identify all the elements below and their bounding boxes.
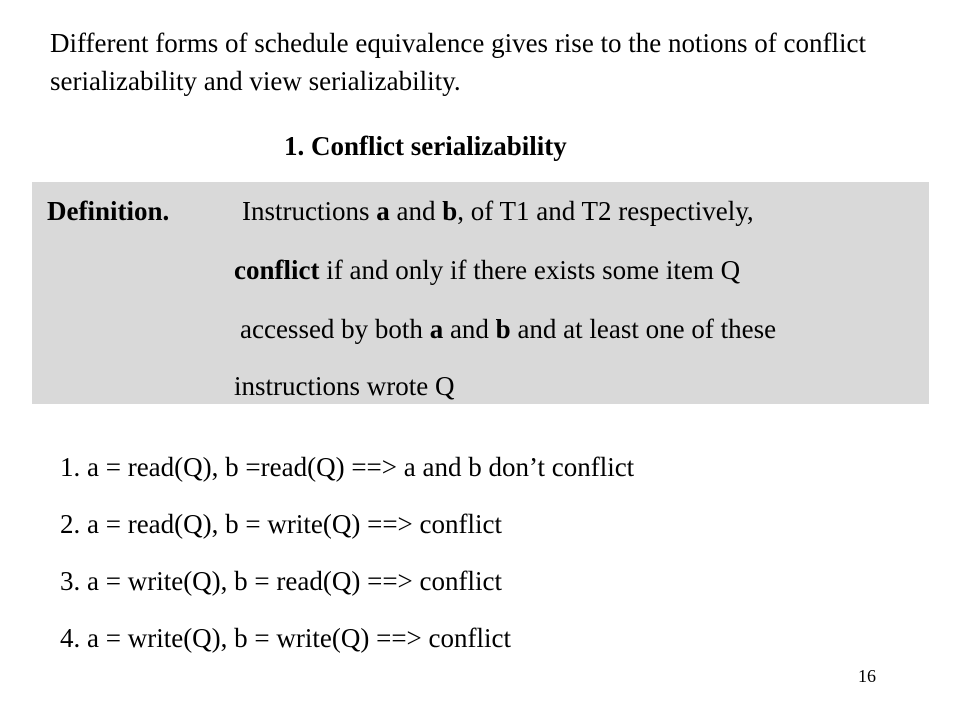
instruction-a: a [376, 196, 390, 226]
page-number: 16 [858, 666, 876, 686]
definition-line-1 [242, 192, 754, 230]
intro-paragraph: Different forms of schedule equivalence gives rise to the notions of conflict serializability and view serializability. [50, 28, 866, 96]
text-segment: and at least one of these [510, 314, 777, 344]
list-item: 2. a = read(Q), b = write(Q) ==> conflict [60, 509, 502, 539]
conflict-keyword: conflict [234, 255, 320, 285]
text-segment: and [443, 314, 496, 344]
instruction-b: b [442, 196, 458, 226]
definition-term: Definition. [47, 196, 170, 226]
definition-line-3 [240, 310, 776, 348]
conflict-cases-list [60, 448, 634, 676]
list-item: 4. a = write(Q), b = write(Q) ==> conflict [60, 623, 511, 653]
section-title: 1. Conflict serializability [284, 131, 567, 161]
list-item: 3. a = write(Q), b = read(Q) ==> conflict [60, 566, 502, 596]
definition-line-2 [234, 251, 740, 289]
instruction-b: b [495, 314, 511, 344]
definition-box [32, 182, 929, 404]
text-segment: and [389, 196, 443, 226]
text-segment: Instructions [242, 196, 377, 226]
definition-line-4: instructions wrote Q [234, 371, 455, 401]
instruction-a: a [429, 314, 444, 344]
text-segment: , of T1 and T2 respectively, [457, 196, 754, 226]
list-item: 1. a = read(Q), b =read(Q) ==> a and b don’t conflict [60, 452, 635, 482]
text-segment: if and only if there exists some item Q [319, 255, 741, 285]
text-segment: accessed by both [240, 314, 430, 344]
